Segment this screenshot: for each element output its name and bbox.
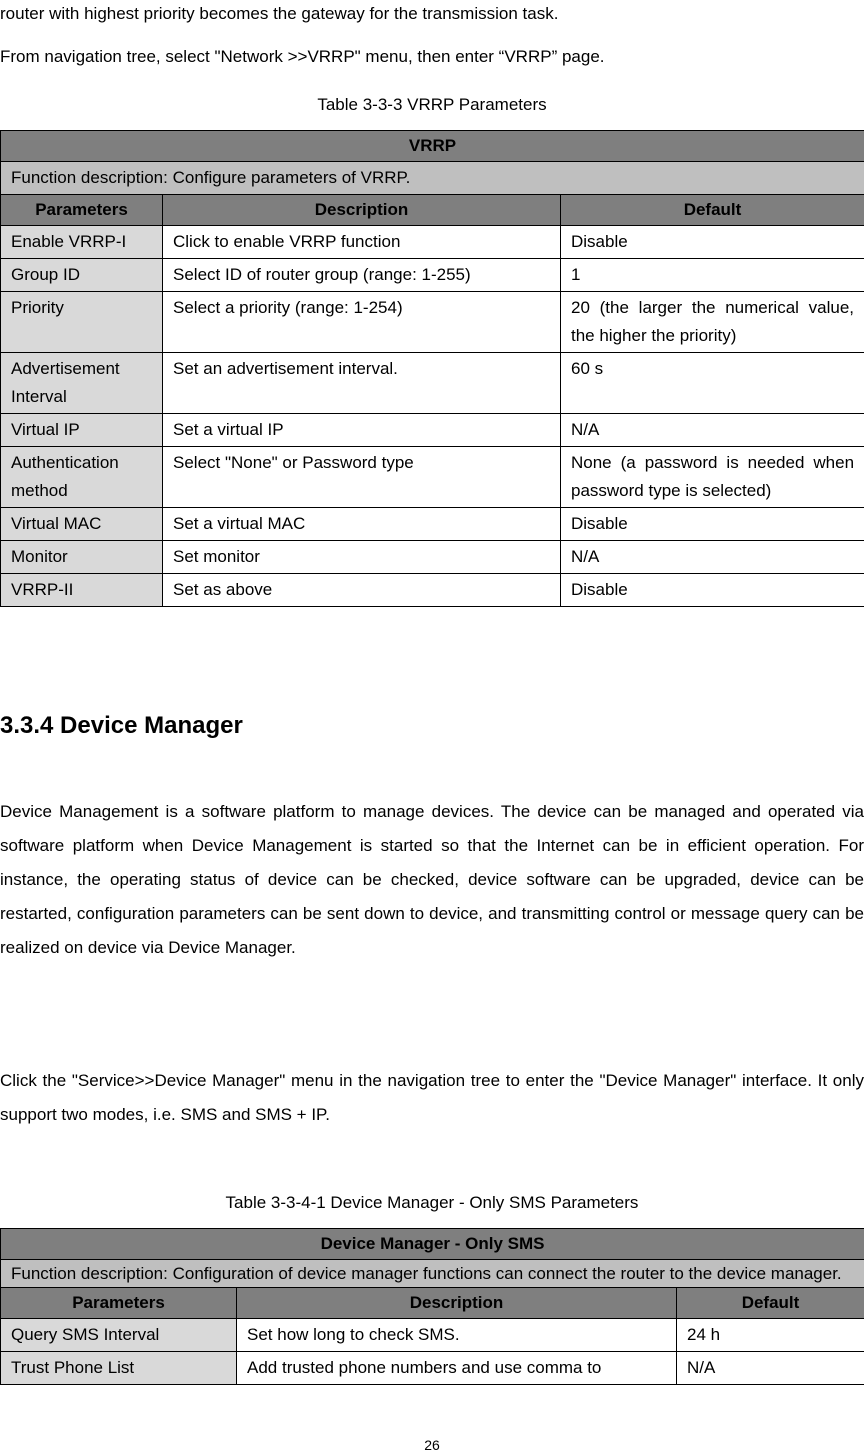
table1-header-default: Default [561, 195, 864, 226]
param-cell: Virtual IP [1, 414, 163, 447]
description-cell: Select a priority (range: 1-254) [163, 292, 561, 353]
param-cell: Virtual MAC [1, 508, 163, 541]
section-paragraph-1: Device Management is a software platform to manage devices. The device can be managed and operated via software platform when Device Management is started so that the Internet can be in efficient operation. For instance, the operating status of device can be checked, device software can be upgraded, device can be restarted, configuration parameters can be sent down to device, and transmitting control or message query can be realized on device via Device Manager. [0, 802, 864, 957]
default-cell: 60 s [561, 353, 864, 414]
intro-line-1: router with highest priority becomes the gateway for the transmission task. [0, 4, 559, 23]
default-cell: Disable [561, 226, 864, 259]
device-manager-table [0, 1228, 864, 1385]
table1-title: VRRP [1, 131, 864, 162]
table-row [1, 447, 864, 508]
intro-line-2: From navigation tree, select "Network >>VRRP" menu, then enter “VRRP” page. [0, 47, 605, 66]
table-row [1, 226, 864, 259]
table-row [1, 259, 864, 292]
table-row [1, 414, 864, 447]
param-cell: Enable VRRP-I [1, 226, 163, 259]
table-row [1, 292, 864, 353]
table1-function-description: Function description: Configure parameters of VRRP. [1, 162, 864, 195]
description-cell: Set how long to check SMS. [237, 1319, 677, 1352]
table2-header-parameters: Parameters [1, 1288, 237, 1319]
description-cell: Click to enable VRRP function [163, 226, 561, 259]
param-cell: Trust Phone List [1, 1352, 237, 1385]
table2-function-description: Function description: Configuration of device manager functions can connect the router to the device manager. [1, 1260, 864, 1288]
default-cell: 24 h [677, 1319, 864, 1352]
description-cell: Set a virtual MAC [163, 508, 561, 541]
table-row [1, 1352, 864, 1385]
table-row [1, 508, 864, 541]
default-cell: Disable [561, 574, 864, 607]
param-cell: Priority [1, 292, 163, 353]
section-paragraph-2: Click the "Service>>Device Manager" menu in the navigation tree to enter the "Device Manager" interface. It only support two modes, i.e. SMS and SMS + IP. [0, 1071, 864, 1124]
table2-title: Device Manager - Only SMS [1, 1229, 864, 1260]
default-cell: 1 [561, 259, 864, 292]
section-heading: 3.3.4 Device Manager [0, 712, 243, 739]
table-row [1, 574, 864, 607]
table1-header-parameters: Parameters [1, 195, 163, 226]
description-cell: Set as above [163, 574, 561, 607]
table-row [1, 353, 864, 414]
param-cell: Advertisement Interval [1, 353, 163, 414]
vrrp-parameters-table [0, 130, 864, 607]
param-cell: Query SMS Interval [1, 1319, 237, 1352]
default-cell: None (a password is needed when password type is selected) [561, 447, 864, 508]
table-row [1, 541, 864, 574]
param-cell: VRRP-II [1, 574, 163, 607]
default-cell: N/A [561, 541, 864, 574]
table2-header-default: Default [677, 1288, 864, 1319]
default-cell: N/A [677, 1352, 864, 1385]
page-number: 26 [424, 1437, 440, 1453]
default-cell: 20 (the larger the numerical value, the higher the priority) [561, 292, 864, 353]
description-cell: Set monitor [163, 541, 561, 574]
table2-caption: Table 3-3-4-1 Device Manager - Only SMS Parameters [225, 1193, 639, 1212]
default-cell: Disable [561, 508, 864, 541]
param-cell: Authentication method [1, 447, 163, 508]
param-cell: Group ID [1, 259, 163, 292]
description-cell: Add trusted phone numbers and use comma to [237, 1352, 677, 1385]
default-cell: N/A [561, 414, 864, 447]
description-cell: Select ID of router group (range: 1-255) [163, 259, 561, 292]
description-cell: Select "None" or Password type [163, 447, 561, 508]
table1-caption: Table 3-3-3 VRRP Parameters [317, 95, 547, 114]
table-row [1, 1319, 864, 1352]
param-cell: Monitor [1, 541, 163, 574]
description-cell: Set a virtual IP [163, 414, 561, 447]
description-cell: Set an advertisement interval. [163, 353, 561, 414]
table2-header-description: Description [237, 1288, 677, 1319]
table1-header-description: Description [163, 195, 561, 226]
